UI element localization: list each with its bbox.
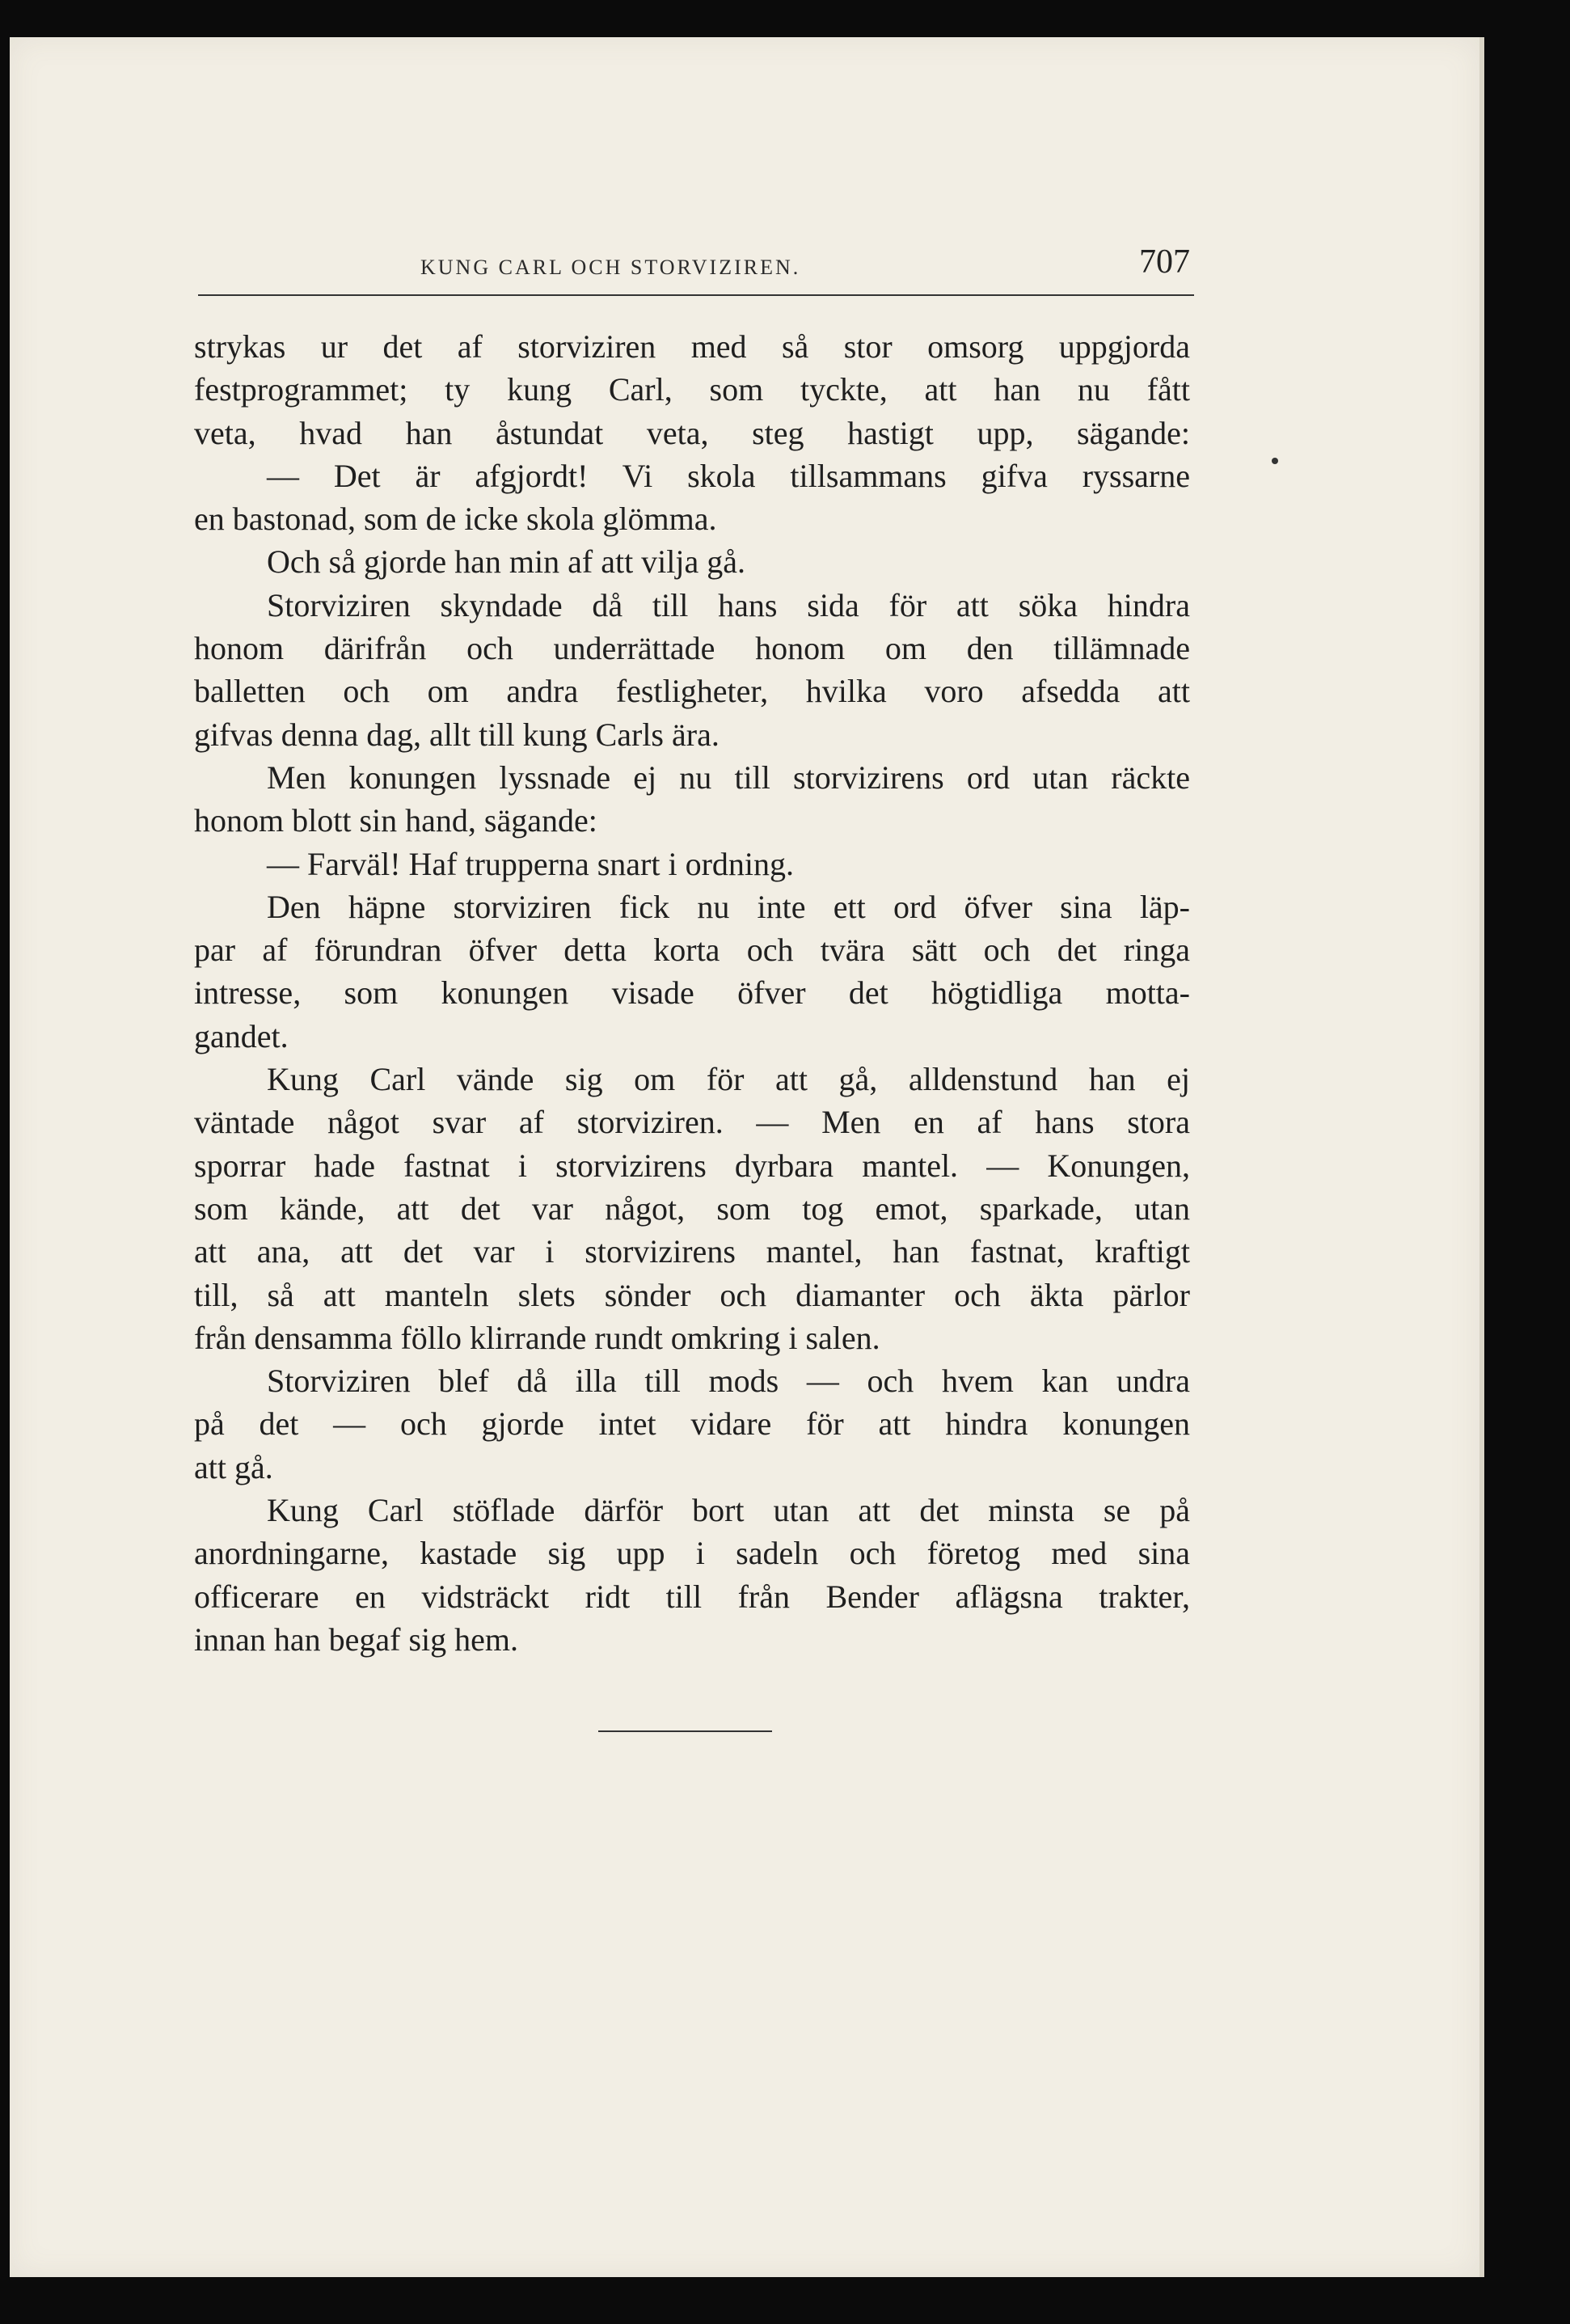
text-line: Den häpne storviziren fick nu inte ett ord öfver sina läp- <box>267 888 1190 925</box>
text-line: veta, hvad han åstundat veta, steg hastigt upp, sägande: <box>194 414 1190 451</box>
text-line: gifvas denna dag, allt till kung Carls ära. <box>194 716 720 753</box>
text-line: att ana, att det var i storvizirens mantel, han fastnat, kraftigt <box>194 1233 1190 1270</box>
text-line: intresse, som konungen visade öfver det högtidliga motta- <box>194 974 1190 1012</box>
text-line: från densamma föllo klirrande rundt omkring i salen. <box>194 1319 880 1356</box>
running-head: KUNG CARL OCH STORVIZIREN. <box>420 256 801 279</box>
text-line: på det — och gjorde intet vidare för att hindra konungen <box>194 1405 1190 1443</box>
text-line: Storviziren skyndade då till hans sida för att söka hindra <box>267 586 1190 623</box>
text-line: officerare en vidsträckt ridt till från Bender aflägsna trakter, <box>194 1578 1190 1615</box>
text-line: att gå. <box>194 1448 273 1485</box>
text-line: festprogrammet; ty kung Carl, som tyckte, att han nu fått <box>194 371 1190 408</box>
text-line: en bastonad, som de icke skola glömma. <box>194 501 717 538</box>
text-line: gandet. <box>194 1017 289 1054</box>
text-line: Kung Carl vände sig om för att gå, alldenstund han ej <box>267 1061 1190 1098</box>
text-line: väntade något svar af storviziren. — Men en af hans stora <box>194 1104 1190 1141</box>
text-line: anordningarne, kastade sig upp i sadeln och företog med sina <box>194 1535 1190 1572</box>
section-end-rule <box>598 1730 772 1732</box>
text-line: honom därifrån och underrättade honom om den tillämnade <box>194 630 1190 667</box>
ink-speck <box>1272 458 1278 464</box>
body-text <box>194 325 1190 1661</box>
text-line: strykas ur det af storviziren med så stor omsorg uppgjorda <box>194 328 1190 365</box>
page-header <box>194 239 1190 288</box>
text-line: Och så gjorde han min af att vilja gå. <box>267 543 746 581</box>
page-number: 707 <box>1139 243 1190 281</box>
text-line: innan han begaf sig hem. <box>194 1620 518 1658</box>
text-line: Kung Carl stöflade därför bort utan att det minsta se på <box>267 1492 1190 1529</box>
text-line: balletten och om andra festligheter, hvilka voro afsedda att <box>194 673 1190 710</box>
text-line: Men konungen lyssnade ej nu till storvizirens ord utan räckte <box>267 758 1190 796</box>
text-line: Storviziren blef då illa till mods — och hvem kan undra <box>267 1363 1190 1400</box>
text-line: — Det är afgjordt! Vi skola tillsammans gifva ryssarne <box>267 457 1190 494</box>
text-line: till, så att manteln slets sönder och diamanter och äkta pärlor <box>194 1276 1190 1313</box>
text-line: honom blott sin hand, sägande: <box>194 802 597 839</box>
header-rule <box>198 294 1194 296</box>
text-line: sporrar hade fastnat i storvizirens dyrbara mantel. — Konungen, <box>194 1147 1190 1184</box>
text-line: som kände, att det var något, som tog emot, sparkade, utan <box>194 1189 1190 1227</box>
text-line: par af förundran öfver detta korta och tvära sätt och det ringa <box>194 932 1190 969</box>
text-line: — Farväl! Haf trupperna snart i ordning. <box>267 845 795 882</box>
